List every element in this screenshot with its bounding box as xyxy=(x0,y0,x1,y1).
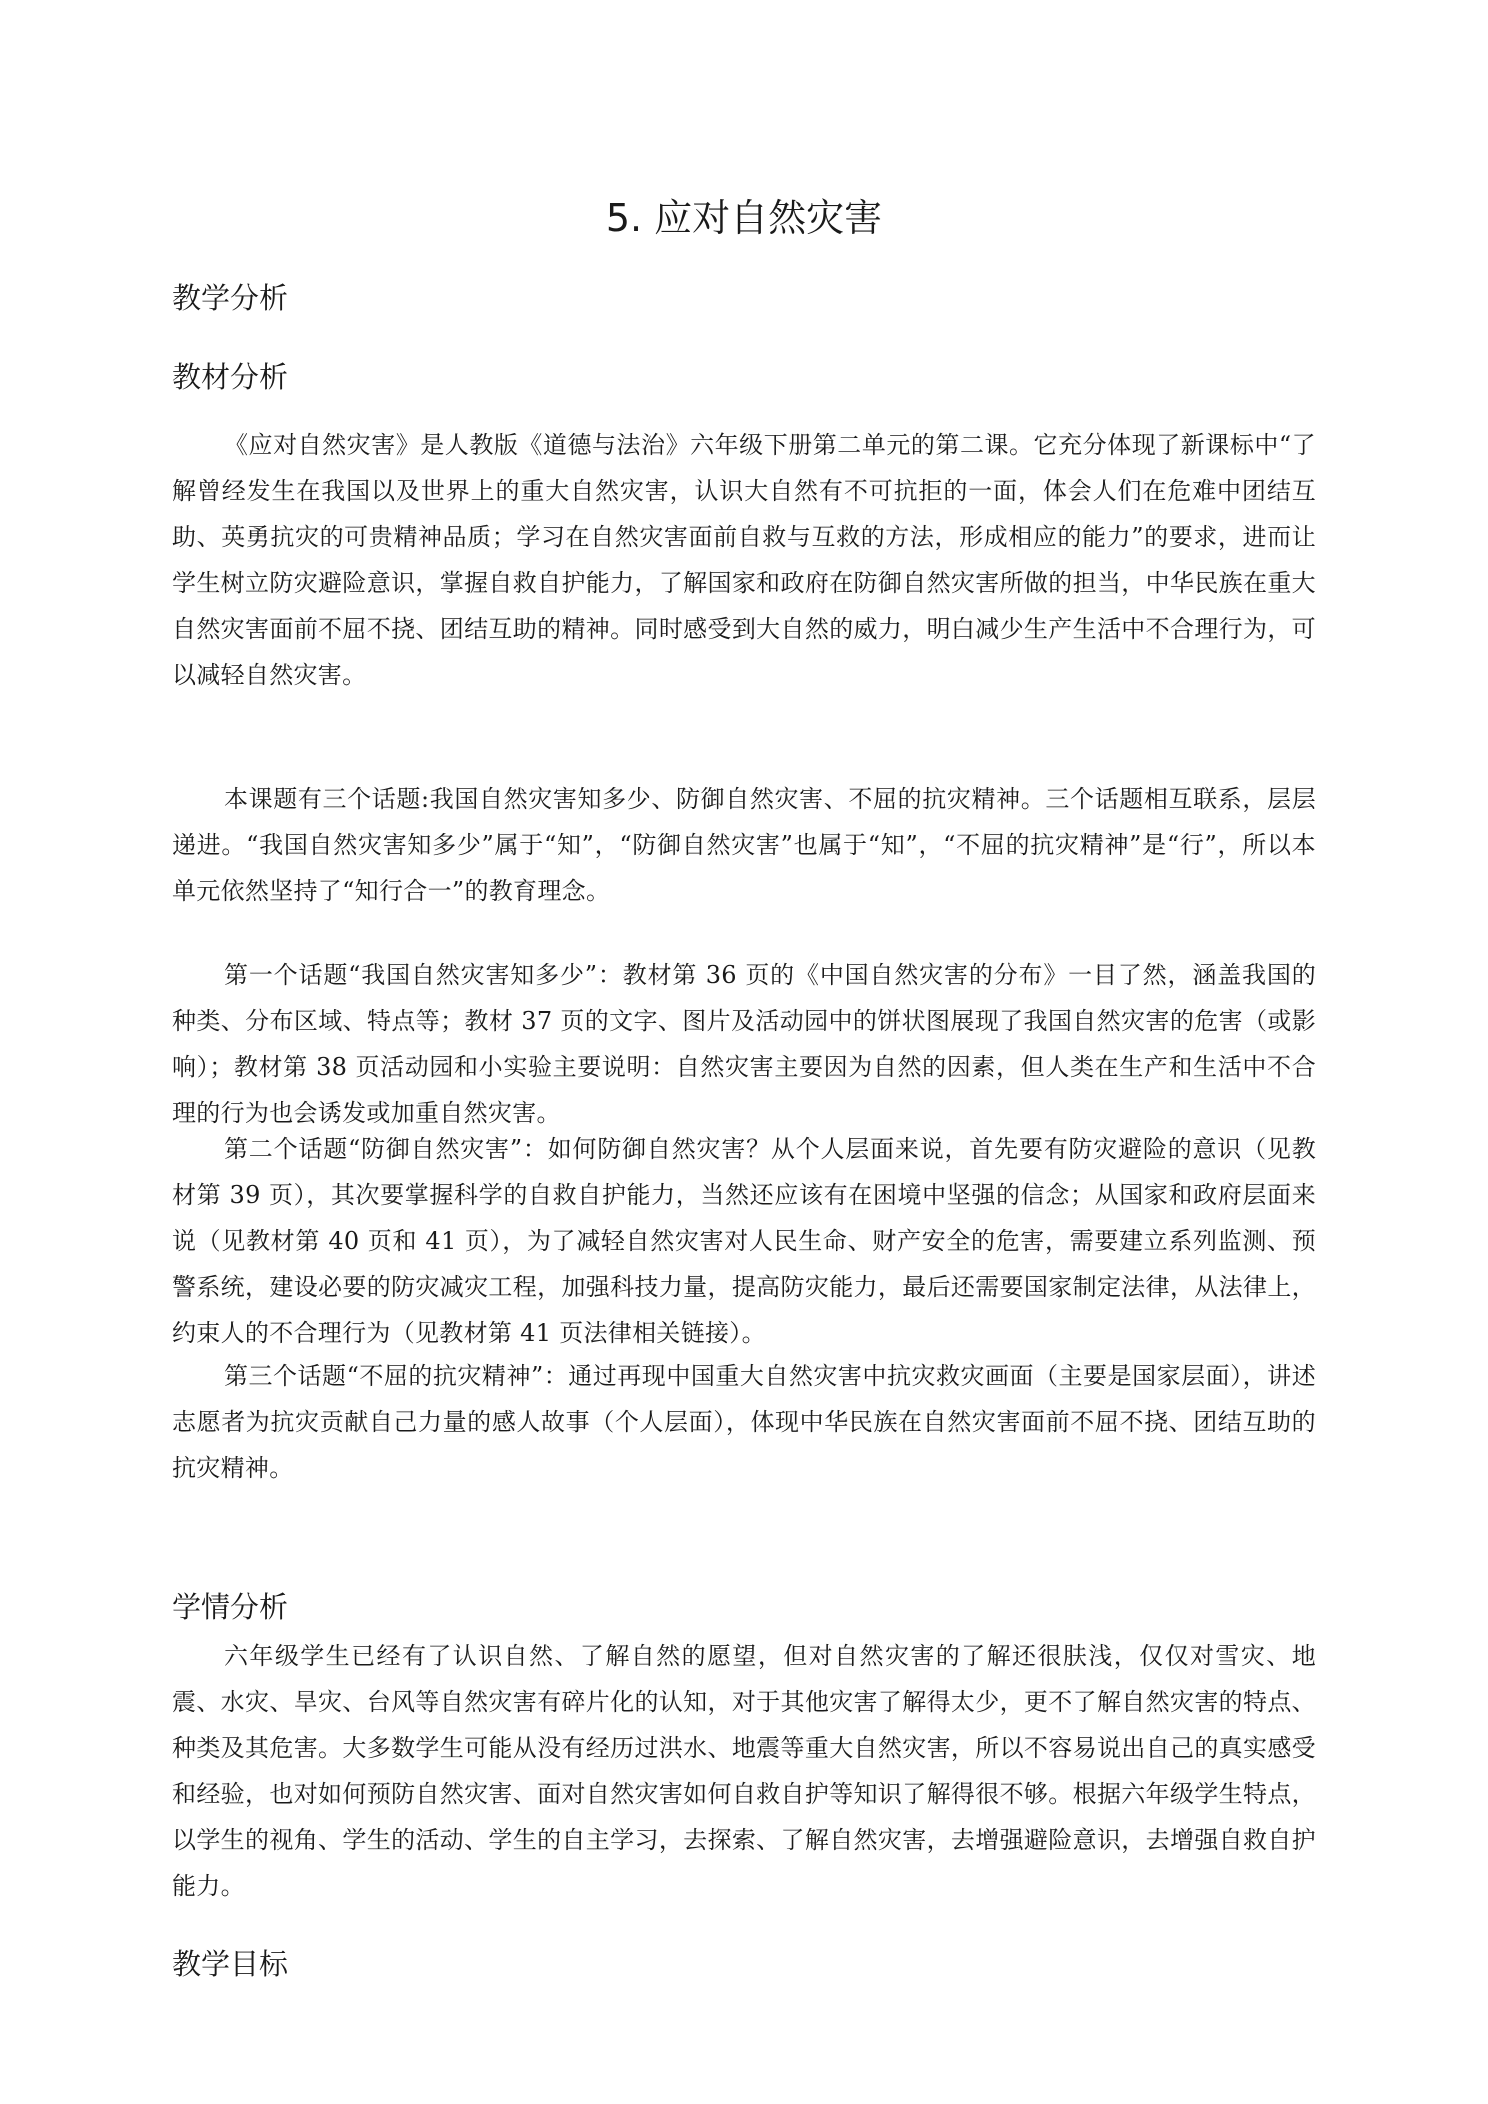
heading-textbook-analysis: 教材分析 xyxy=(172,360,289,394)
paragraph-topic-two: 第二个话题“防御自然灾害”：如何防御自然灾害？从个人层面来说，首先要有防灾避险的意识（见教材第 39 页），其次要掌握科学的自救自护能力，当然还应该有在困境中坚强的信念；从国家和政府层面来说（见教材第 40 页和 41 页），为了减轻自然灾害对人民生命、财产安全的危害，需要建立系列监测、预警系统，建设必要的防灾减灾工程，加强科技力量，提高防灾能力，最后还需要国家制定法律，从法律上，约束人的不合理行为（见教材第 41 页法律相关链接）。 xyxy=(172,1135,1316,1347)
heading-learning-analysis: 学情分析 xyxy=(172,1590,289,1624)
paragraph-topic-one: 第一个话题“我国自然灾害知多少”：教材第 36 页的《中国自然灾害的分布》一目了然，涵盖我国的种类、分布区域、特点等；教材 37 页的文字、图片及活动园中的饼状图展现了我国自然灾害的危害（或影响）；教材第 38 页活动园和小实验主要说明：自然灾害主要因为自然的因素，但人类在生产和生活中不合理的行为也会诱发或加重自然灾害。 xyxy=(172,961,1316,1127)
paragraph-topic-three: 第三个话题“不屈的抗灾精神”：通过再现中国重大自然灾害中抗灾救灾画面（主要是国家层面），讲述志愿者为抗灾贡献自己力量的感人故事（个人层面），体现中华民族在自然灾害面前不屈不挠、团结互助的抗灾精神。 xyxy=(172,1362,1316,1482)
heading-teaching-goals: 教学目标 xyxy=(172,1947,289,1981)
document-title: 5. 应对自然灾害 xyxy=(605,196,883,240)
heading-teaching-analysis: 教学分析 xyxy=(172,281,289,315)
paragraph-learning-analysis: 六年级学生已经有了认识自然、了解自然的愿望，但对自然灾害的了解还很肤浅，仅仅对雪灾、地震、水灾、旱灾、台风等自然灾害有碎片化的认知，对于其他灾害了解得太少，更不了解自然灾害的特点、种类及其危害。大多数学生可能从没有经历过洪水、地震等重大自然灾害，所以不容易说出自己的真实感受和经验，也对如何预防自然灾害、面对自然灾害如何自救自护等知识了解得很不够。根据六年级学生特点，以学生的视角、学生的活动、学生的自主学习，去探索、了解自然灾害，去增强避险意识，去增强自救自护能力。 xyxy=(172,1642,1316,1900)
paragraph-three-topics: 本课题有三个话题:我国自然灾害知多少、防御自然灾害、不屈的抗灾精神。三个话题相互联系，层层递进。“我国自然灾害知多少”属于“知”，“防御自然灾害”也属于“知”，“不屈的抗灾精神”是“行”，所以本单元依然坚持了“知行合一”的教育理念。 xyxy=(172,785,1316,905)
paragraph-textbook-overview: 《应对自然灾害》是人教版《道德与法治》六年级下册第二单元的第二课。它充分体现了新课标中“了解曾经发生在我国以及世界上的重大自然灾害，认识大自然有不可抗拒的一面，体会人们在危难中团结互助、英勇抗灾的可贵精神品质；学习在自然灾害面前自救与互救的方法，形成相应的能力”的要求，进而让学生树立防灾避险意识，掌握自救自护能力，了解国家和政府在防御自然灾害所做的担当，中华民族在重大自然灾害面前不屈不挠、团结互助的精神。同时感受到大自然的威力，明白减少生产生活中不合理行为，可以减轻自然灾害。 xyxy=(172,431,1316,689)
